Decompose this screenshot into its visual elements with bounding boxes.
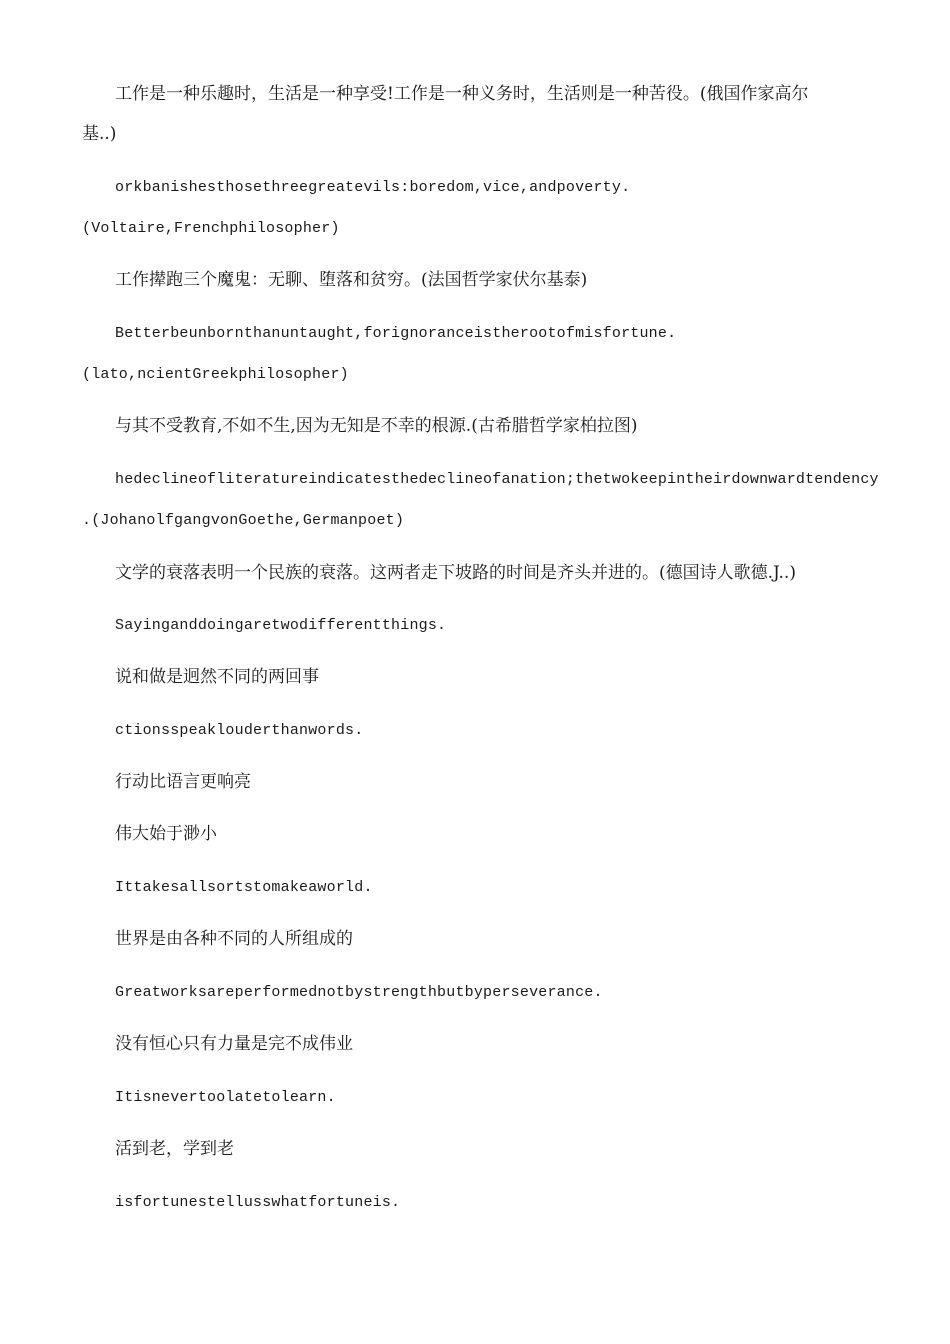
quote-line-6: Betterbeunbornthanuntaught,forignoranceistherootofmisfortune.	[115, 325, 677, 342]
quote-line-2: 基..)	[82, 124, 117, 144]
quote-line-23: isfortunestellusswhatfortuneis.	[115, 1194, 401, 1211]
quote-line-14: ctionsspeaklouderthanwords.	[115, 722, 364, 739]
quote-line-5: 工作撵跑三个魔鬼：无聊、堕落和贫穷。(法国哲学家伏尔基泰)	[115, 270, 588, 290]
quote-line-10: .(JohanolfgangvonGoethe,Germanpoet)	[82, 512, 405, 529]
quote-line-20: 没有恒心只有力量是完不成伟业	[115, 1034, 353, 1054]
quote-line-4: (Voltaire,Frenchphilosopher)	[82, 220, 340, 237]
quote-line-16: 伟大始于渺小	[115, 824, 217, 844]
quote-line-21: Itisnevertoolatetolearn.	[115, 1089, 336, 1106]
quote-line-3: orkbanishesthosethreegreatevils:boredom,vice,andpoverty.	[115, 179, 631, 196]
quote-line-15: 行动比语言更响亮	[115, 772, 251, 792]
quote-line-9: hedeclineofliteratureindicatesthedeclineofanation;thetwokeepintheirdownwardtendency	[115, 471, 879, 488]
quote-line-18: 世界是由各种不同的人所组成的	[115, 929, 353, 949]
quote-line-17: Ittakesallsortstomakeaworld.	[115, 879, 373, 896]
quote-line-22: 活到老，学到老	[115, 1139, 234, 1159]
quote-line-13: 说和做是迥然不同的两回事	[115, 667, 319, 687]
quote-line-12: Sayinganddoingaretwodifferentthings.	[115, 617, 447, 634]
quote-line-11: 文学的衰落表明一个民族的衰落。这两者走下坡路的时间是齐头并进的。(德国诗人歌德.J..)	[115, 563, 796, 583]
quote-line-1: 工作是一种乐趣时，生活是一种享受!工作是一种义务时，生活则是一种苦役。(俄国作家高尔	[115, 84, 809, 104]
quote-line-8: 与其不受教育,不如不生,因为无知是不幸的根源.(古希腊哲学家柏拉图)	[115, 416, 638, 436]
quote-line-7: (lato,ncientGreekphilosopher)	[82, 366, 349, 383]
quote-line-19: Greatworksareperformednotbystrengthbutbyperseverance.	[115, 984, 603, 1001]
